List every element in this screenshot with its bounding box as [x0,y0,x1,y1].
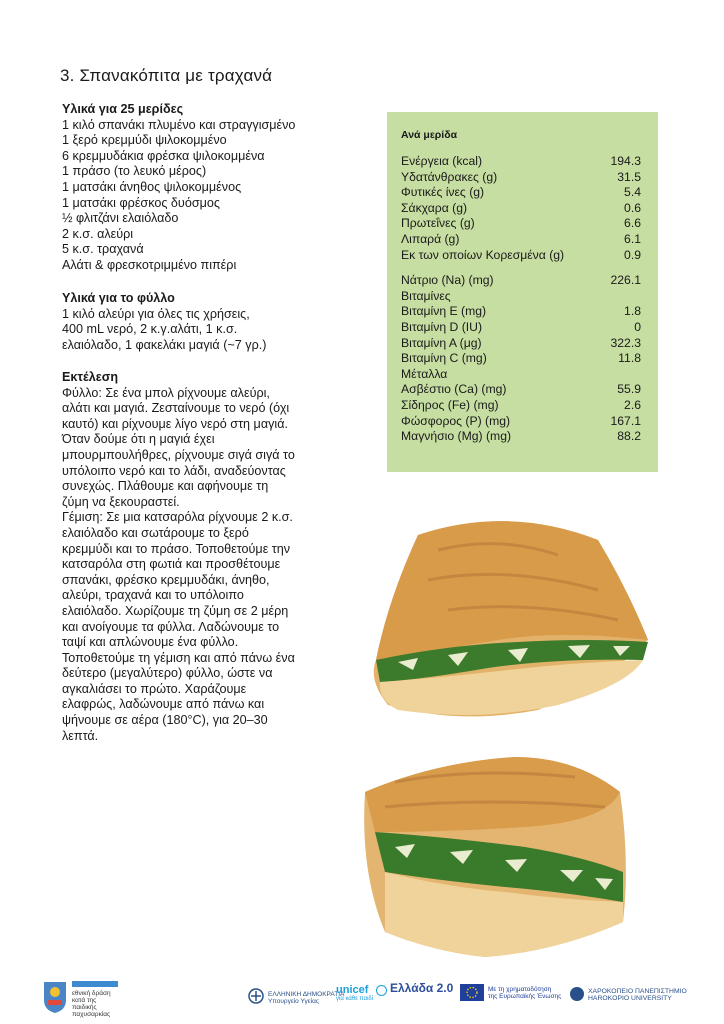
ingredient-item: 1 ματσάκι άνηθος ψιλοκομμένος [62,179,242,194]
nutrition-box [387,112,658,472]
nutrient-label: Μαγνήσιο (Mg) (mg) [401,429,512,444]
spinach-pie-image-bottom [355,752,635,962]
nutrient-value: 6.1 [624,231,641,246]
eu-stars-icon [460,984,484,1001]
nutrition-row [401,289,641,305]
nutrient-value: 55.9 [617,382,641,397]
spinach-pie-image-top [358,510,664,725]
method-line: ελαιόλαδο και σωτάρουμε το ξερό [62,525,249,540]
method-line: μπουρμπουλήθρες, ρίχνουμε σιγά σιγά το [62,447,295,462]
method-line: αλεύρι, τραχανά και το υπόλοιπο [62,588,244,603]
nutrition-row [401,414,641,430]
ingredient-item: 5 κ.σ. τραχανά [62,242,144,257]
method-line: υπόλοιπο νερό και το λάδι, αναδεύοντας [62,463,286,478]
dough-line: ελαιόλαδο, 1 φακελάκι μαγιά (~7 γρ.) [62,337,267,352]
logo-line: Υπουργείο Υγείας [268,998,319,1005]
globe-icon [376,985,387,996]
method-line: ελαιόλαδο. Χωρίζουμε τη ζύμη σε 2 μέρη [62,603,289,618]
nutrition-spacer [401,263,641,273]
nutrient-label: Υδατάνθρακες (g) [401,169,498,184]
nutrient-label: Βιταμίνη D (IU) [401,319,483,334]
method-line: Γέμιση: Σε μια κατσαρόλα ρίχνουμε 2 κ.σ. [62,510,293,525]
nutrient-value: 88.2 [617,429,641,444]
logo-banner [72,981,118,987]
nutrient-label: Πρωτεΐνες (g) [401,216,475,231]
nutrient-value: 194.3 [610,154,641,168]
nutrient-label: Ασβέστιο (Ca) (mg) [401,382,507,397]
nutrient-label: Βιταμίνη Α (μg) [401,335,482,350]
ingredient-item: ½ φλιτζάνι ελαιόλαδο [62,211,179,226]
footer-logos [0,970,724,1024]
method-line: συνεχώς. Πλάθουμε και αφήνουμε τη [62,479,269,494]
nutrition-row [401,248,641,264]
ingredient-item: 1 κιλό σπανάκι πλυμένο και στραγγισμένο [62,117,296,132]
nutrition-row [401,201,641,217]
eu-flag-icon [460,984,484,1001]
nutrient-label: Σίδηρος (Fe) (mg) [401,397,499,412]
logo-line: HAROKOPIO UNIVERSITY [588,995,672,1002]
method-line: σπανάκι, φρέσκο κρεμμυδάκι, άνηθο, [62,572,270,587]
eu-text [488,986,561,1000]
nutrition-row [401,382,641,398]
nutrient-value: 5.4 [624,185,641,200]
ingredient-item: Αλάτι & φρεσκοτριμμένο πιπέρι [62,257,237,272]
method-line: κατσαρόλα στη φωτιά και προσθέτουμε [62,557,281,572]
nutrition-row [401,216,641,232]
national-action-logo [42,980,132,1020]
dough-line: 1 κιλό αλεύρι για όλες τις χρήσεις, [62,306,250,321]
method-section [62,370,334,744]
logo-line: της Ευρωπαϊκής Ένωσης [488,993,562,1000]
method-line: ταψί και απλώνουμε ένα φύλλο. [62,635,239,650]
nutrition-row [401,367,641,383]
nutrient-label: Εκ των οποίων Κορεσμένα (g) [401,247,565,262]
ingredients-heading: Υλικά για 25 μερίδες [62,102,184,116]
nutrition-row [401,185,641,201]
nutrition-row [401,232,641,248]
method-line: καυτό) και ρίχνουμε λίγο νερό στη μαγιά. [62,416,288,431]
ingredient-item: 1 πράσο (το λευκό μέρος) [62,164,207,179]
nutrient-value: 6.6 [624,216,641,231]
nutrient-value: 0.6 [624,200,641,215]
university-text [588,988,687,1002]
nutrient-value: 0.9 [624,247,641,262]
method-line: Όταν δούμε ότι η μαγιά έχει [62,432,215,447]
method-heading: Εκτέλεση [62,370,119,384]
nutrition-table [401,154,641,445]
nutrient-value: 167.1 [610,413,641,428]
ingredient-item: 2 κ.σ. αλεύρι [62,226,134,241]
recipe-title: 3. Σπανακόπιτα με τραχανά [60,66,273,85]
nutrition-row [401,170,641,186]
nutrition-row [401,429,641,445]
nutrient-group-label: Μέταλλα [401,366,448,381]
nutrition-row [401,154,641,170]
nutrient-value: 226.1 [610,273,641,288]
unicef-tagline: για κάθε παιδί [336,996,374,1002]
nutrient-label: Ενέργεια (kcal) [401,154,483,168]
university-seal-icon [570,987,584,1001]
method-line: ζύμη να ξεκουραστεί. [62,494,180,509]
method-line: και ανοίγουμε τα φύλλα. Λαδώνουμε το [62,619,280,634]
nutrient-value: 11.8 [618,351,641,366]
method-line: ψήνουμε σε αέρα (180°C), για 20–30 [62,713,268,728]
method-line: ελαφρώς, λαδώνουμε από πάνω και [62,697,265,712]
nutrition-row [401,398,641,414]
logo-line: ΕΛΛΗΝΙΚΗ ΔΗΜΟΚΡΑΤΙΑ [268,991,345,998]
logo-line: παχυσαρκίας [72,1011,111,1018]
nutrient-label: Φώσφορος (P) (mg) [401,413,511,428]
method-line: αγκαλιάσει το πρώτο. Χαράζουμε [62,681,247,696]
dough-heading: Υλικά για το φύλλο [62,291,175,305]
shield-icon [42,980,68,1014]
unicef-wordmark: unicef [336,984,369,996]
ingredient-item: 1 ξερό κρεμμύδι ψιλοκομμένο [62,133,227,148]
nutrient-label: Νάτριο (Na) (mg) [401,273,494,288]
greek-emblem-icon [248,988,264,1004]
nutrition-row [401,320,641,336]
dough-line: 400 mL νερό, 2 κ.γ.αλάτι, 1 κ.σ. [62,322,238,337]
nutrient-label: Λιπαρά (g) [401,231,460,246]
nutrient-value: 31.5 [617,169,641,184]
greece-2-0-logo: Ελλάδα 2.0 [390,981,454,995]
logo-line: εθνική δράση [72,990,111,997]
nutrient-label: Σάκχαρα (g) [401,200,468,215]
unicef-logo [336,984,373,1003]
ministry-text [268,991,344,1005]
nutrient-value: 322.3 [610,335,641,350]
logo-line: κατά της [72,997,97,1004]
nutrition-row [401,304,641,320]
nutrient-label: Φυτικές ίνες (g) [401,185,485,200]
nutrient-label: Βιταμίνη C (mg) [401,351,487,366]
ingredients-section [62,102,352,274]
logo-line: Με τη χρηματοδότηση [488,986,552,993]
logo-line: ΧΑΡΟΚΟΠΕΙΟ ΠΑΝΕΠΙΣΤΗΜΙΟ [588,988,687,995]
nutrient-value: 1.8 [624,304,641,319]
method-line: Τοποθετούμε τη γέμιση και από πάνω ένα [62,650,295,665]
nutrition-row [401,336,641,352]
ingredient-item: 1 ματσάκι φρέσκος δυόσμος [62,195,220,210]
method-line: αλάτι και μαγιά. Ζεσταίνουμε το νερό (όχι [62,401,290,416]
method-line: δεύτερο (μεγαλύτερο) φύλλο, ώστε να [62,666,273,681]
nutrient-group-label: Βιταμίνες [401,288,451,303]
nutrient-label: Βιταμίνη Ε (mg) [401,304,487,319]
nutrition-heading: Ανά μερίδα [401,129,458,141]
nutrient-value: 2.6 [624,397,641,412]
logo-line: παιδικής [72,1004,97,1011]
method-line: κρεμμύδι και το πράσο. Τοποθετούμε την [62,541,291,556]
method-line: Φύλλο: Σε ένα μπολ ρίχνουμε αλεύρι, [62,385,270,400]
method-line: λεπτά. [62,728,99,743]
dough-section [62,291,352,353]
ingredient-item: 6 κρεμμυδάκια φρέσκα ψιλοκομμένα [62,148,265,163]
nutrient-value: 0 [634,319,641,334]
logo-text [72,990,111,1018]
nutrition-row [401,273,641,289]
nutrition-row [401,351,641,367]
